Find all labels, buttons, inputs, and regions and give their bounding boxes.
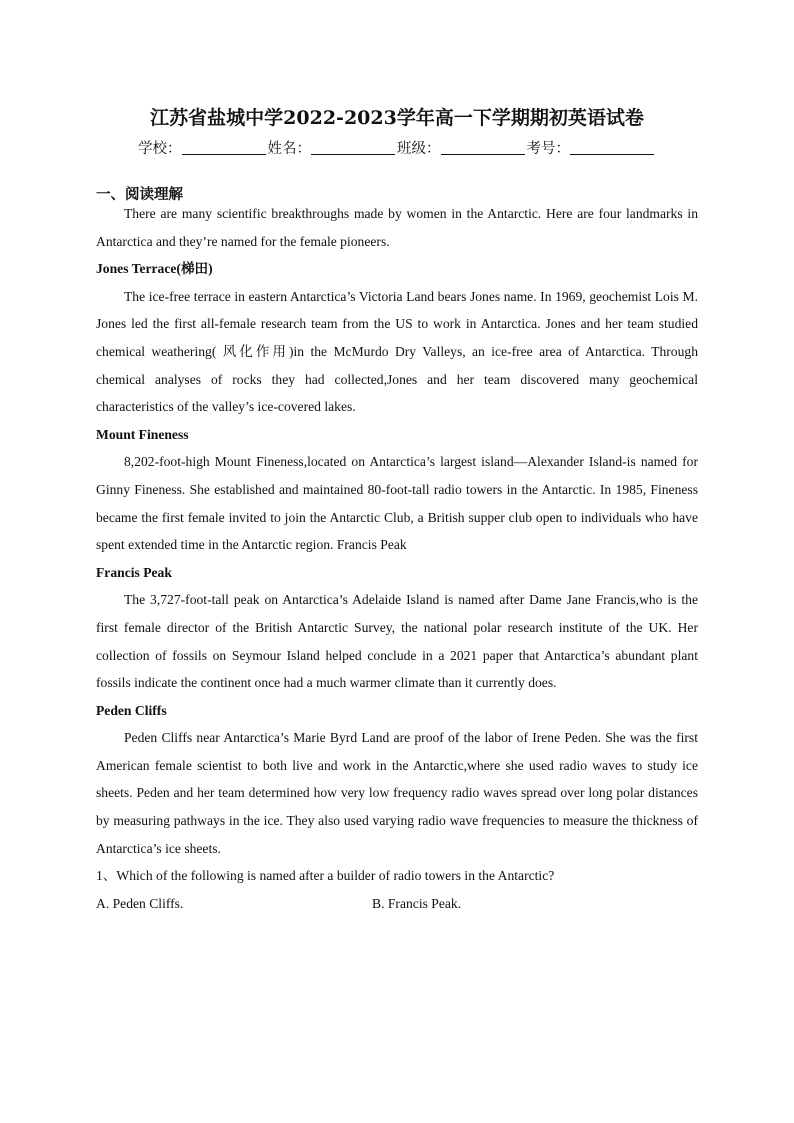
class-blank [441, 140, 525, 155]
school-label: 学校： [138, 141, 182, 157]
option-b: B. Francis Peak. [372, 895, 462, 911]
class-label: 班级： [397, 141, 441, 157]
landmark-paragraph: 8,202-foot-high Mount Fineness,located on Antarctica’s largest island—Alexander Island-is named for Ginny Fineness. She established and maintained 80-foot-tall radio towers in the Antarctic. In 1985, Fineness became the first female invited to join the Antarctic Club, a British supper club open to individuals who have spent extended time in the Antarctic region. Francis Peak [96, 454, 698, 553]
number-blank [570, 140, 654, 155]
exam-title: 江苏省盐城中学2022-2023学年高一下学期期初英语试卷 [150, 107, 644, 129]
reading-passage [96, 200, 698, 917]
landmark-paragraph: Peden Cliffs near Antarctica’s Marie Byrd Land are proof of the labor of Irene Peden. She was the first American female scientist to both live and work in the Antarctic,where she used radio waves to study ice sheets. Peden and her team determined how very low frequency radio waves spread over long polar distances by measuring pathways in the ice. They also used varying radio wave frequencies to measure the thickness of Antarctica’s ice sheets. [96, 730, 698, 856]
option-a: A. Peden Cliffs. [96, 895, 184, 911]
landmark-heading: Peden Cliffs [96, 702, 167, 718]
school-blank [182, 140, 266, 155]
name-blank [311, 140, 395, 155]
landmark-paragraph: The 3,727-foot-tall peak on Antarctica’s Adelaide Island is named after Dame Jane Francis,who is the first female director of the British Antarctic Survey, the national polar research institute of the UK. Her collection of fossils on Seymour Island helped conclude in a 2021 paper that Antarctica’s abundant plant fossils indicate the continent once had a much warmer climate than it currently does. [96, 592, 698, 691]
landmark-heading: Francis Peak [96, 564, 172, 580]
section-title: 一、阅读理解 [96, 187, 183, 203]
passage-intro: There are many scientific breakthroughs made by women in the Antarctic. Here are four landmarks in Antarctica and they’re named for the female pioneers. [96, 206, 698, 249]
question-options [96, 890, 698, 918]
number-label: 考号： [526, 141, 570, 157]
student-info-line [96, 137, 698, 158]
landmark-heading: Jones Terrace(梯田) [96, 261, 213, 277]
question-stem: 1、Which of the following is named after a builder of radio towers in the Antarctic? [96, 868, 555, 884]
landmark-paragraph: The ice-free terrace in eastern Antarctica’s Victoria Land bears Jones name. In 1969, geochemist Lois M. Jones led the first all-female research team from the US to work in Antarctica. Jones and her team studied chemical weathering( 风化作用)in the McMurdo Dry Valleys, an ice-free area of Antarctica. Through chemical analyses of rocks they had collected,Jones and her team discovered many geochemical characteristics of the valley’s ice-covered lakes. [96, 288, 698, 415]
name-label: 姓名： [267, 141, 311, 157]
landmark-heading: Mount Fineness [96, 426, 189, 442]
